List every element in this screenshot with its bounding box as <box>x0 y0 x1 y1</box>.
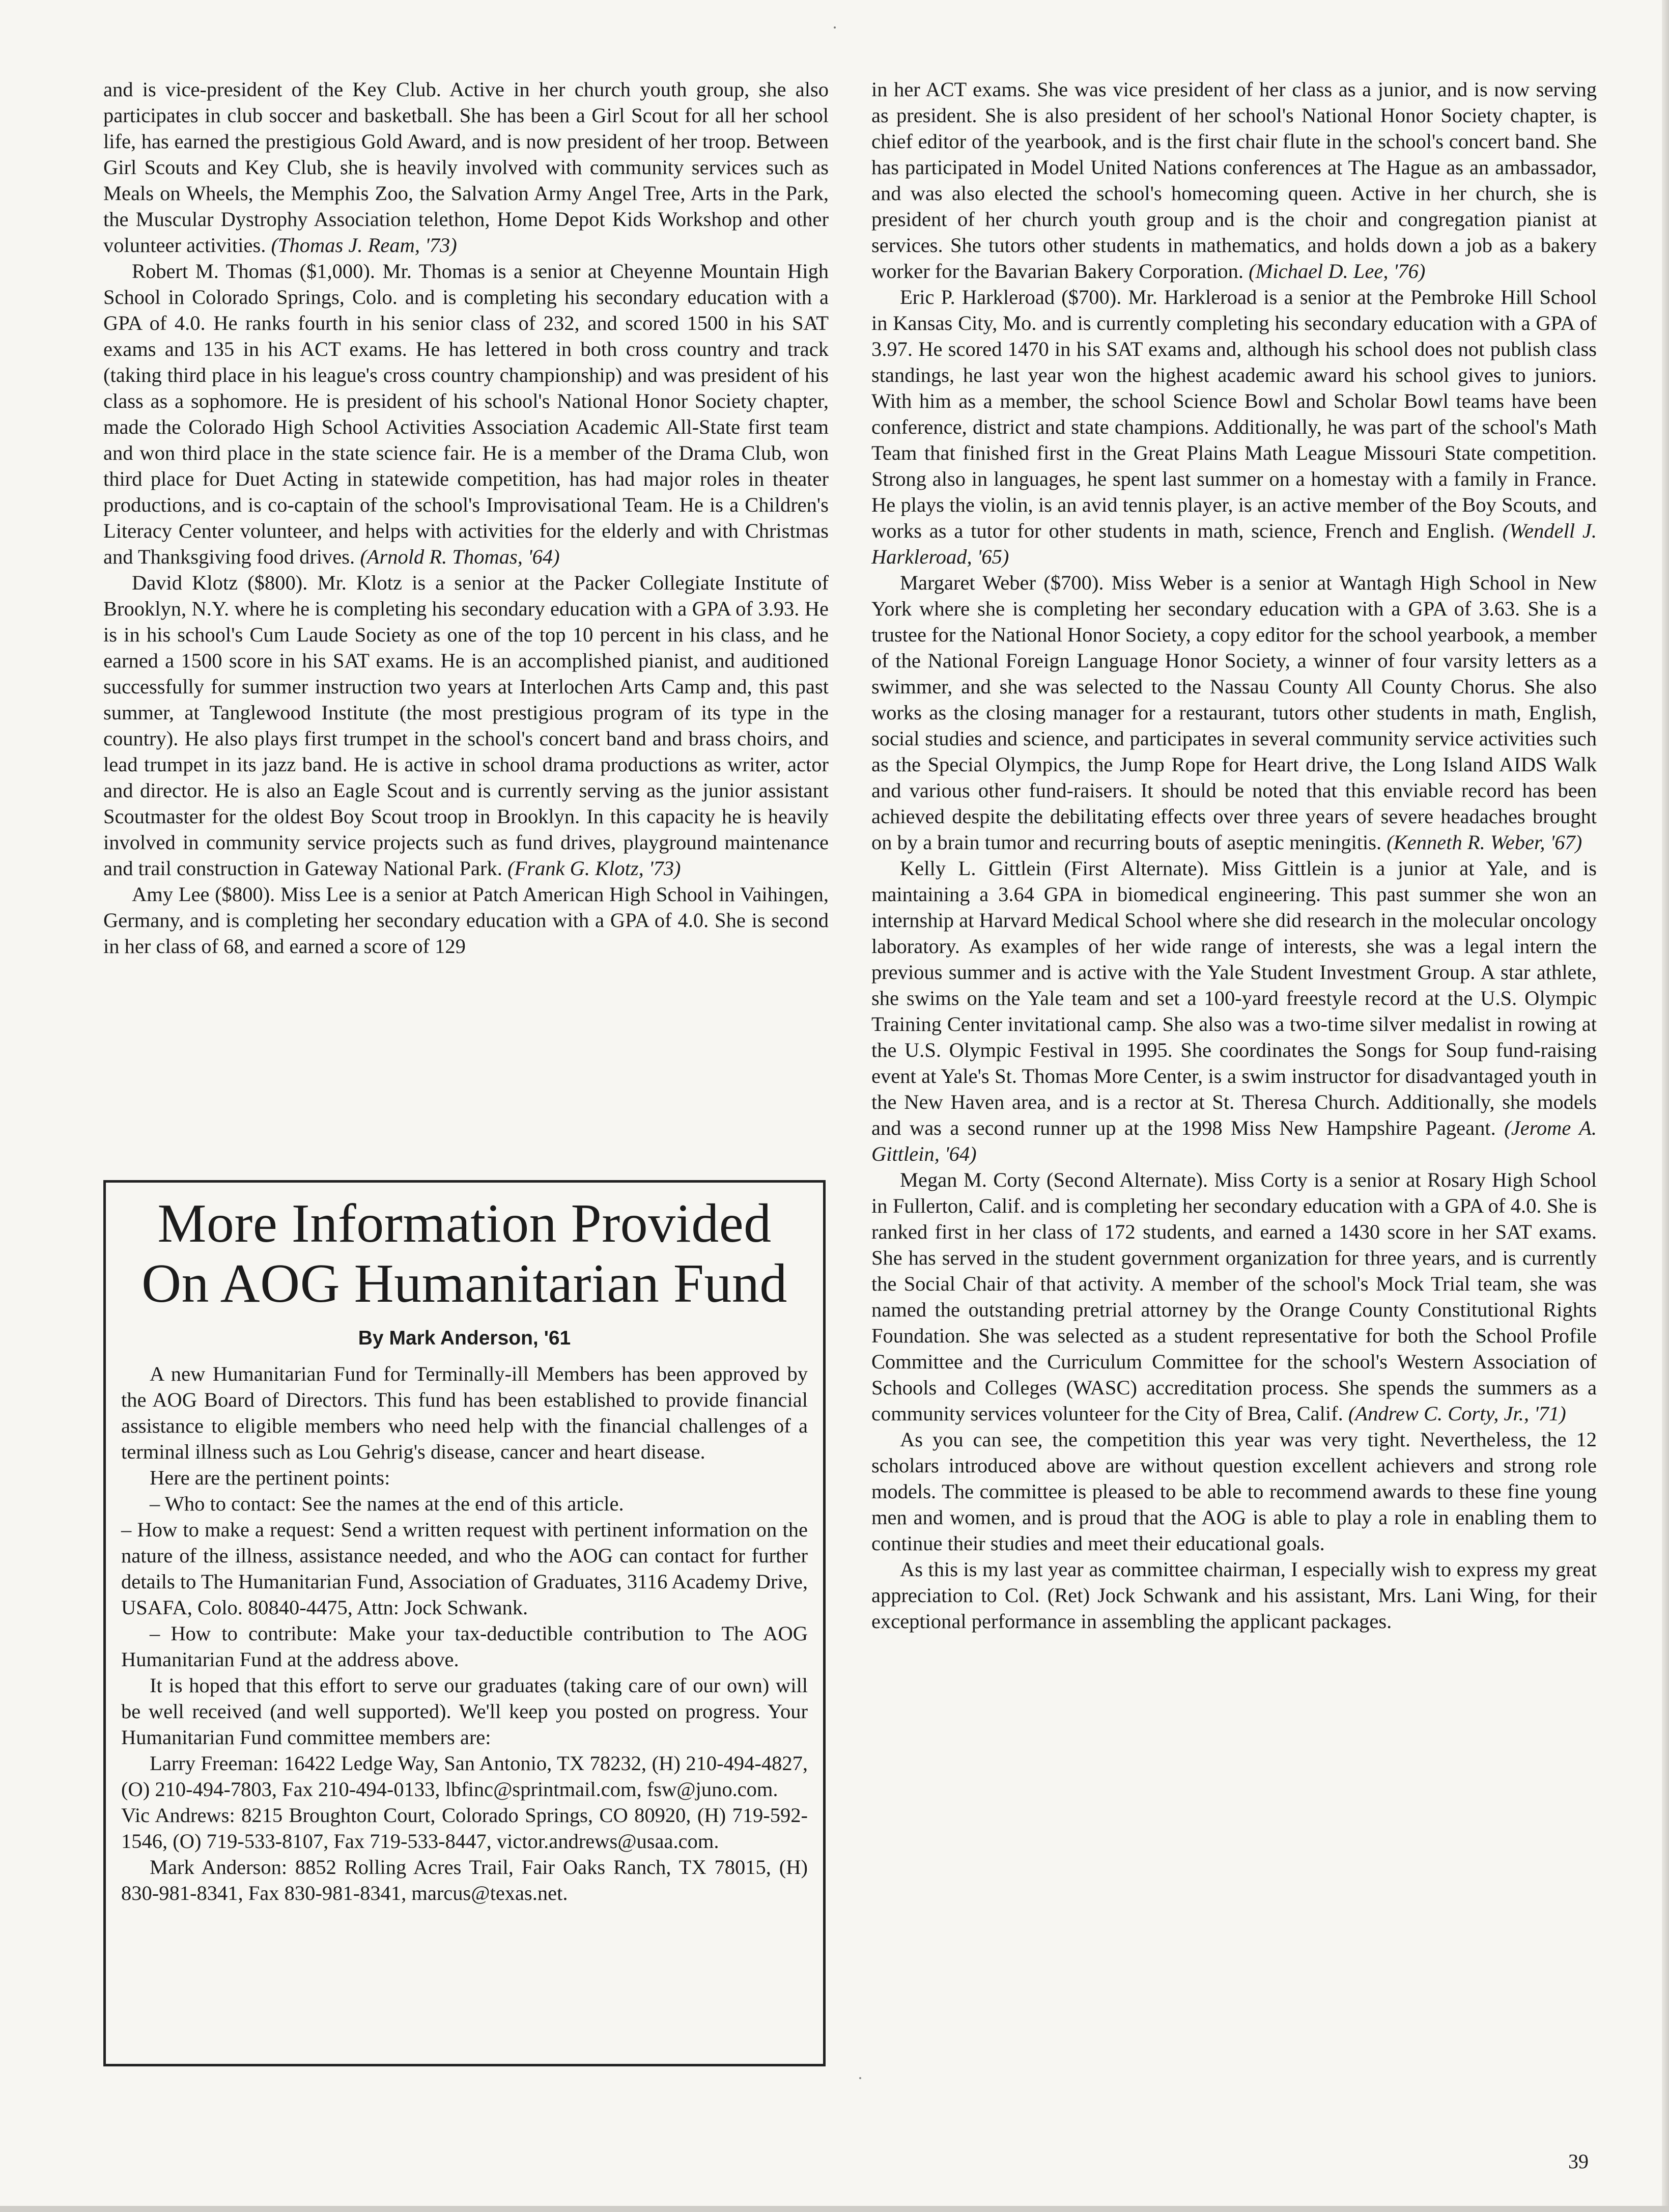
box-body <box>121 1361 808 1906</box>
article-paragraph: Amy Lee ($800). Miss Lee is a senior at Patch American High School in Vaihingen, Germany, and is completing her secondary education with a GPA of 4.0. She is second in her class of 68, and earned a score of 129 <box>103 883 829 958</box>
alumni-byline: (Thomas J. Ream, '73) <box>271 234 457 257</box>
article-paragraph: David Klotz ($800). Mr. Klotz is a senior at the Packer Collegiate Institute of Brooklyn, N.Y. where he is completing his secondary education with a GPA of 3.93. He is in his school's Cum Laude Society as one of the top 10 percent in his class, and he earned a 1500 score in his SAT exams. He is an accomplished pianist, and auditioned successfully for summer instruction two years at Interlochen Arts Camp and, this past summer, at Tanglewood Institute (the most prestigious program of its type in the country). He also plays first trumpet in the school's concert band and brass choirs, and lead trumpet in its jazz band. He is active in school drama productions as writer, actor and director. He is also an Eagle Scout and is currently serving as the junior assistant Scoutmaster for the oldest Boy Scout troop in Brooklyn. In this capacity he is heavily involved in community service projects such as fund drives, playground maintenance and trail construction in Gateway National Park. (Frank G. Klotz, '73) <box>103 571 829 880</box>
scan-speck <box>859 2077 861 2079</box>
box-list-item: – Who to contact: See the names at the end of this article. <box>150 1492 624 1515</box>
article-paragraph: Kelly L. Gittlein (First Alternate). Miss Gittlein is a junior at Yale, and is maintaining a 3.64 GPA in biomedical engineering. This past summer she won an internship at Harvard Medical School where she did research in the molecular oncology laboratory. As examples of her wide range of interests, she was a legal intern the previous summer and is active with the Yale Student Investment Group. A star athlete, she swims on the Yale team and set a 100-yard freestyle record at the U.S. Olympic Training Center invitational camp. She also was a two-time silver medalist in rowing at the U.S. Olympic Festival in 1995. She coordinates the Songs for Soup fund-raising event at Yale's St. Thomas More Center, is a swim instructor for disadvantaged youth in the New Haven area, and is a rector at St. Theresa Church. Additionally, she models and was a second runner up at the 1998 Miss New Hampshire Pageant. (Jerome A. Gittlein, '64) <box>871 857 1597 1165</box>
box-contact: Larry Freeman: 16422 Ledge Way, San Antonio, TX 78232, (H) 210-494-4827, (O) 210-494-7803, Fax 210-494-0133, lbfinc@sprintmail.com, fsw@juno.com. <box>121 1752 808 1801</box>
article-paragraph: As you can see, the competition this year was very tight. Nevertheless, the 12 scholars introduced above are without question excellent achievers and strong role models. The committee is pleased to be able to recommend awards to these fine young men and women, and is proud that the AOG is able to play a role in enabling them to continue their studies and meet their educational goals. <box>871 1428 1597 1555</box>
alumni-byline: (Jerome A. Gittlein, '64) <box>871 1116 1597 1165</box>
scan-speck <box>834 26 836 29</box>
alumni-byline: (Wendell J. Harkleroad, '65) <box>871 519 1597 568</box>
article-paragraph: in her ACT exams. She was vice president of her class as a junior, and is now serving as president. She is also president of her school's National Honor Society chapter, is chief editor of the yearbook, and is the first chair flute in the school's concert band. She has participated in Model United Nations conferences at The Hague as an ambassador, and was also elected the school's homecoming queen. Active in her church, she is president of her church youth group and is the choir and congregation pianist at services. She tutors other students in mathematics, and holds down a job as a bakery worker for the Bavarian Bakery Corporation. (Michael D. Lee, '76) <box>871 78 1597 283</box>
alumni-byline: (Andrew C. Corty, Jr., '71) <box>1348 1402 1566 1425</box>
scan-edge-bottom <box>0 2206 1669 2212</box>
article-paragraph: Margaret Weber ($700). Miss Weber is a senior at Wantagh High School in New York where she is completing her secondary education with a GPA of 3.63. She is a trustee for the National Honor Society, a copy editor for the school yearbook, a member of the National Foreign Language Honor Society, a winner of four varsity letters as a swimmer, and she was selected to the Nassau County All County Chorus. She also works as the closing manager for a restaurant, tutors other students in math, English, social studies and science, and participates in several community service activities such as the Special Olympics, the Jump Rope for Heart drive, the Long Island AIDS Walk and various other fund-raisers. It should be noted that this enviable record has been achieved despite the debilitating effects over three years of severe headaches brought on by a brain tumor and recurring bouts of aseptic meningitis. (Kenneth R. Weber, '67) <box>871 571 1597 854</box>
scan-edge-right <box>1662 0 1669 2212</box>
box-paragraph: Here are the pertinent points: <box>150 1466 390 1489</box>
alumni-byline: (Kenneth R. Weber, '67) <box>1387 831 1582 854</box>
article-paragraph: Eric P. Harkleroad ($700). Mr. Harkleroad is a senior at the Pembroke Hill School in Kansas City, Mo. and is currently completing his secondary education with a GPA of 3.97. He scored 1470 in his SAT exams and, although his school does not publish class standings, he last year won the highest academic award his school gives to juniors. With him as a member, the school Science Bowl and Scholar Bowl teams have been conference, district and state champions. Additionally, he was part of the school's Math Team that finished first in the Great Plains Math League Missouri State competition. Strong also in languages, he spent last summer on a homestay with a family in France. He plays the violin, is an avid tennis player, is an active member of the Boy Scouts, and works as a tutor for other students in math, science, French and English. (Wendell J. Harkleroad, '65) <box>871 286 1597 568</box>
alumni-byline: (Arnold R. Thomas, '64) <box>360 545 560 568</box>
alumni-byline: (Michael D. Lee, '76) <box>1249 260 1426 283</box>
box-headline: More Information Provided On AOG Humanitarian Fund <box>142 1193 787 1314</box>
article-paragraph: and is vice-president of the Key Club. Active in her church youth group, she also participates in club soccer and basketball. She has been a Girl Scout for all her school life, has earned the prestigious Gold Award, and is now president of her troop. Between Girl Scouts and Key Club, she is heavily involved with community services such as Meals on Wheels, the Memphis Zoo, the Salvation Army Angel Tree, Arts in the Park, the Muscular Dystrophy Association telethon, Home Depot Kids Workshop and other volunteer activities. (Thomas J. Ream, '73) <box>103 78 829 257</box>
box-author: By Mark Anderson, '61 <box>358 1327 571 1349</box>
page-number: 39 <box>1568 2150 1589 2173</box>
alumni-byline: (Frank G. Klotz, '73) <box>507 857 681 880</box>
article-paragraph: Robert M. Thomas ($1,000). Mr. Thomas is a senior at Cheyenne Mountain High School in Colorado Springs, Colo. and is completing his secondary education with a GPA of 4.0. He ranks fourth in his senior class of 232, and scored 1500 in his SAT exams and 135 in his ACT exams. He has lettered in both cross country and track (taking third place in his league's cross country championship) and was president of his class as a sophomore. He is president of his school's National Honor Society chapter, made the Colorado High School Activities Association Academic All-State first team and won third place in the state science fair. He is a member of the Drama Club, won third place for Duet Acting in statewide competition, has had major roles in theater productions, and is co-captain of the school's Improvisational Team. He is a Children's Literacy Center volunteer, and helps with activities for the elderly and with Christmas and Thanksgiving food drives. (Arnold R. Thomas, '64) <box>103 260 829 568</box>
box-paragraph: A new Humanitarian Fund for Terminally-ill Members has been approved by the AOG Board of Directors. This fund has been established to provide financial assistance to eligible members who need help with the financial challenges of a terminal illness such as Lou Gehrig's disease, cancer and heart disease. <box>121 1362 808 1463</box>
humanitarian-fund-box <box>103 1180 826 2066</box>
left-article-column <box>103 76 829 959</box>
box-list-item: – How to contribute: Make your tax-deductible contribution to The AOG Humanitarian Fund at the address above. <box>121 1622 808 1671</box>
article-paragraph: Megan M. Corty (Second Alternate). Miss Corty is a senior at Rosary High School in Fullerton, Calif. and is completing her secondary education with a GPA of 4.0. She is ranked first in her class of 172 students, and earned a 1430 score in her SAT exams. She has served in the student government organization for three years, and is currently the Social Chair of that activity. A member of the school's Mock Trial team, she was named the outstanding pretrial attorney by the Orange County Constitutional Rights Foundation. She was selected as a student representative for both the School Profile Committee and the Curriculum Committee for the school's Western Association of Schools and Colleges (WASC) accreditation process. She spends the summers as a community services volunteer for the City of Brea, Calif. (Andrew C. Corty, Jr., '71) <box>871 1168 1597 1425</box>
box-paragraph: It is hoped that this effort to serve our graduates (taking care of our own) will be well received (and well supported). We'll keep you posted on progress. Your Humanitarian Fund committee members are: <box>121 1674 808 1749</box>
right-article-column <box>871 76 1597 1634</box>
box-contact: Vic Andrews: 8215 Broughton Court, Colorado Springs, CO 80920, (H) 719-592-1546, (O) 719-533-8107, Fax 719-533-8447, victor.andrews@usaa.com. <box>121 1804 808 1853</box>
box-contact: Mark Anderson: 8852 Rolling Acres Trail, Fair Oaks Ranch, TX 78015, (H) 830-981-8341, Fax 830-981-8341, marcus@texas.net. <box>121 1856 808 1905</box>
article-paragraph: As this is my last year as committee chairman, I especially wish to express my great appreciation to Col. (Ret) Jock Schwank and his assistant, Mrs. Lani Wing, for their exceptional performance in assembling the applicant packages. <box>871 1558 1597 1633</box>
box-list-item: – How to make a request: Send a written request with pertinent information on the nature of the illness, assistance needed, and who the AOG can contact for further details to The Humanitarian Fund, Association of Graduates, 3116 Academy Drive, USAFA, Colo. 80840-4475, Attn: Jock Schwank. <box>121 1518 808 1619</box>
